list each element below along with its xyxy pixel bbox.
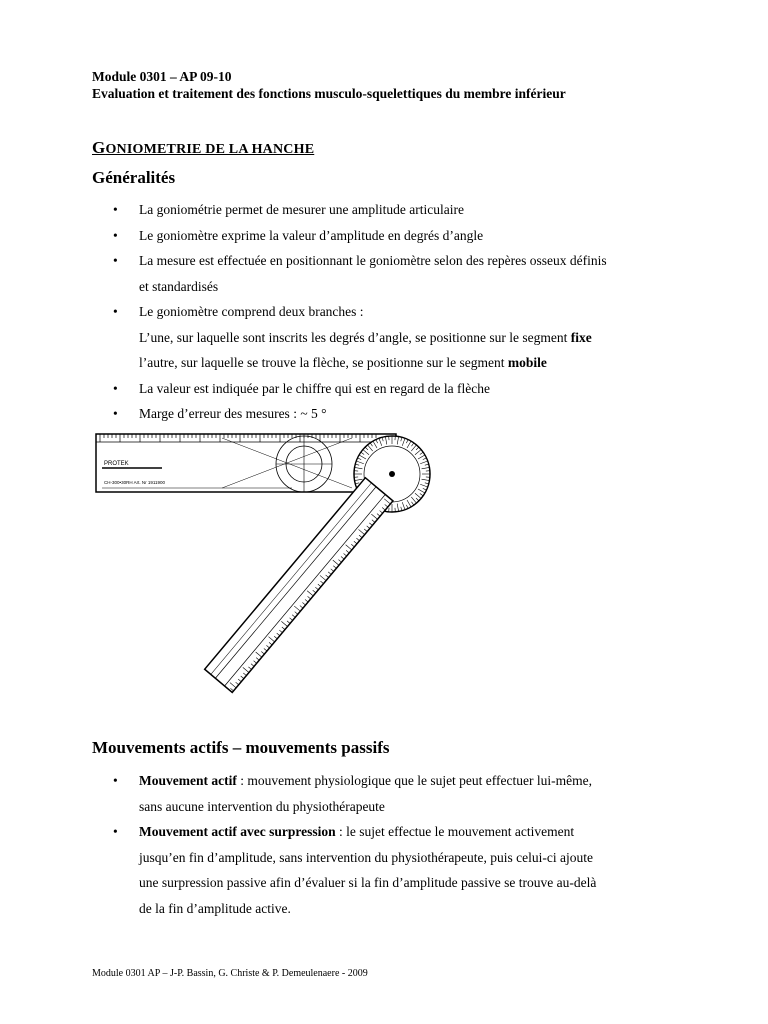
module-header: Module 0301 – AP 09-10 (92, 69, 232, 84)
list-item: • La valeur est indiquée par le chiffre qui est en regard de la flèche (0, 376, 679, 402)
generalites-list (0, 197, 679, 427)
list-item: • Mouvement actif : mouvement physiologique que le sujet peut effectuer lui-même, sans aucune intervention du physiothérapeute (0, 768, 679, 819)
bullet-icon: • (113, 253, 118, 268)
goniometer-illustration (92, 428, 432, 708)
code-label: CH-300•30RH Art. Nr 1911900 (104, 480, 166, 485)
section-heading-generalites: Généralités (92, 168, 176, 187)
bullet-icon: • (113, 202, 118, 217)
list-item: • Marge d’erreur des mesures : ~ 5 ° (0, 401, 679, 427)
title-rest: ONIOMETRIE DE LA HANCHE (105, 142, 315, 157)
list-item: • La goniométrie permet de mesurer une amplitude articulaire (0, 197, 679, 223)
mobile-arm (205, 478, 393, 693)
bullet-icon: • (113, 380, 118, 396)
fixed-arm (96, 434, 396, 492)
brand-label: PROTEK (104, 461, 129, 467)
page-footer: Module 0301 AP – J-P. Bassin, G. Christe & P. Demeulenaere - 2009 (92, 968, 368, 979)
title-initial: G (92, 138, 106, 157)
bullet-icon: • (113, 406, 118, 421)
bullet-icon: • (113, 773, 118, 788)
module-subtitle: Evaluation et traitement des fonctions musculo-squelettiques du membre inférieur (92, 86, 566, 101)
list-item: • Le goniomètre comprend deux branches : L’une, sur laquelle sont inscrits les degrés d’angle, se positionne sur le segment fixe l’autre, sur laquelle se trouve la flèche, se positionne sur le segment mobile (0, 299, 679, 376)
bullet-icon: • (113, 304, 118, 319)
bullet-icon: • (113, 227, 118, 243)
list-item: • Le goniomètre exprime la valeur d’amplitude en degrés d’angle (0, 223, 679, 249)
bullet-icon: • (113, 824, 118, 839)
list-item: • La mesure est effectuée en positionnant le goniomètre selon des repères osseux définis et standardisés (0, 248, 679, 299)
section-heading-mouvements: Mouvements actifs – mouvements passifs (92, 738, 390, 757)
list-item: • Mouvement actif avec surpression : le sujet effectue le mouvement activement jusqu’en fin d’amplitude, sans intervention du physiothérapeute, puis celui-ci ajoute une surpression passive afin d’évaluer si la fin d’amplitude passive se trouve au-delà de la fin d’amplitude active. (0, 819, 679, 921)
page-title (92, 138, 314, 158)
mouvements-list (0, 768, 679, 921)
